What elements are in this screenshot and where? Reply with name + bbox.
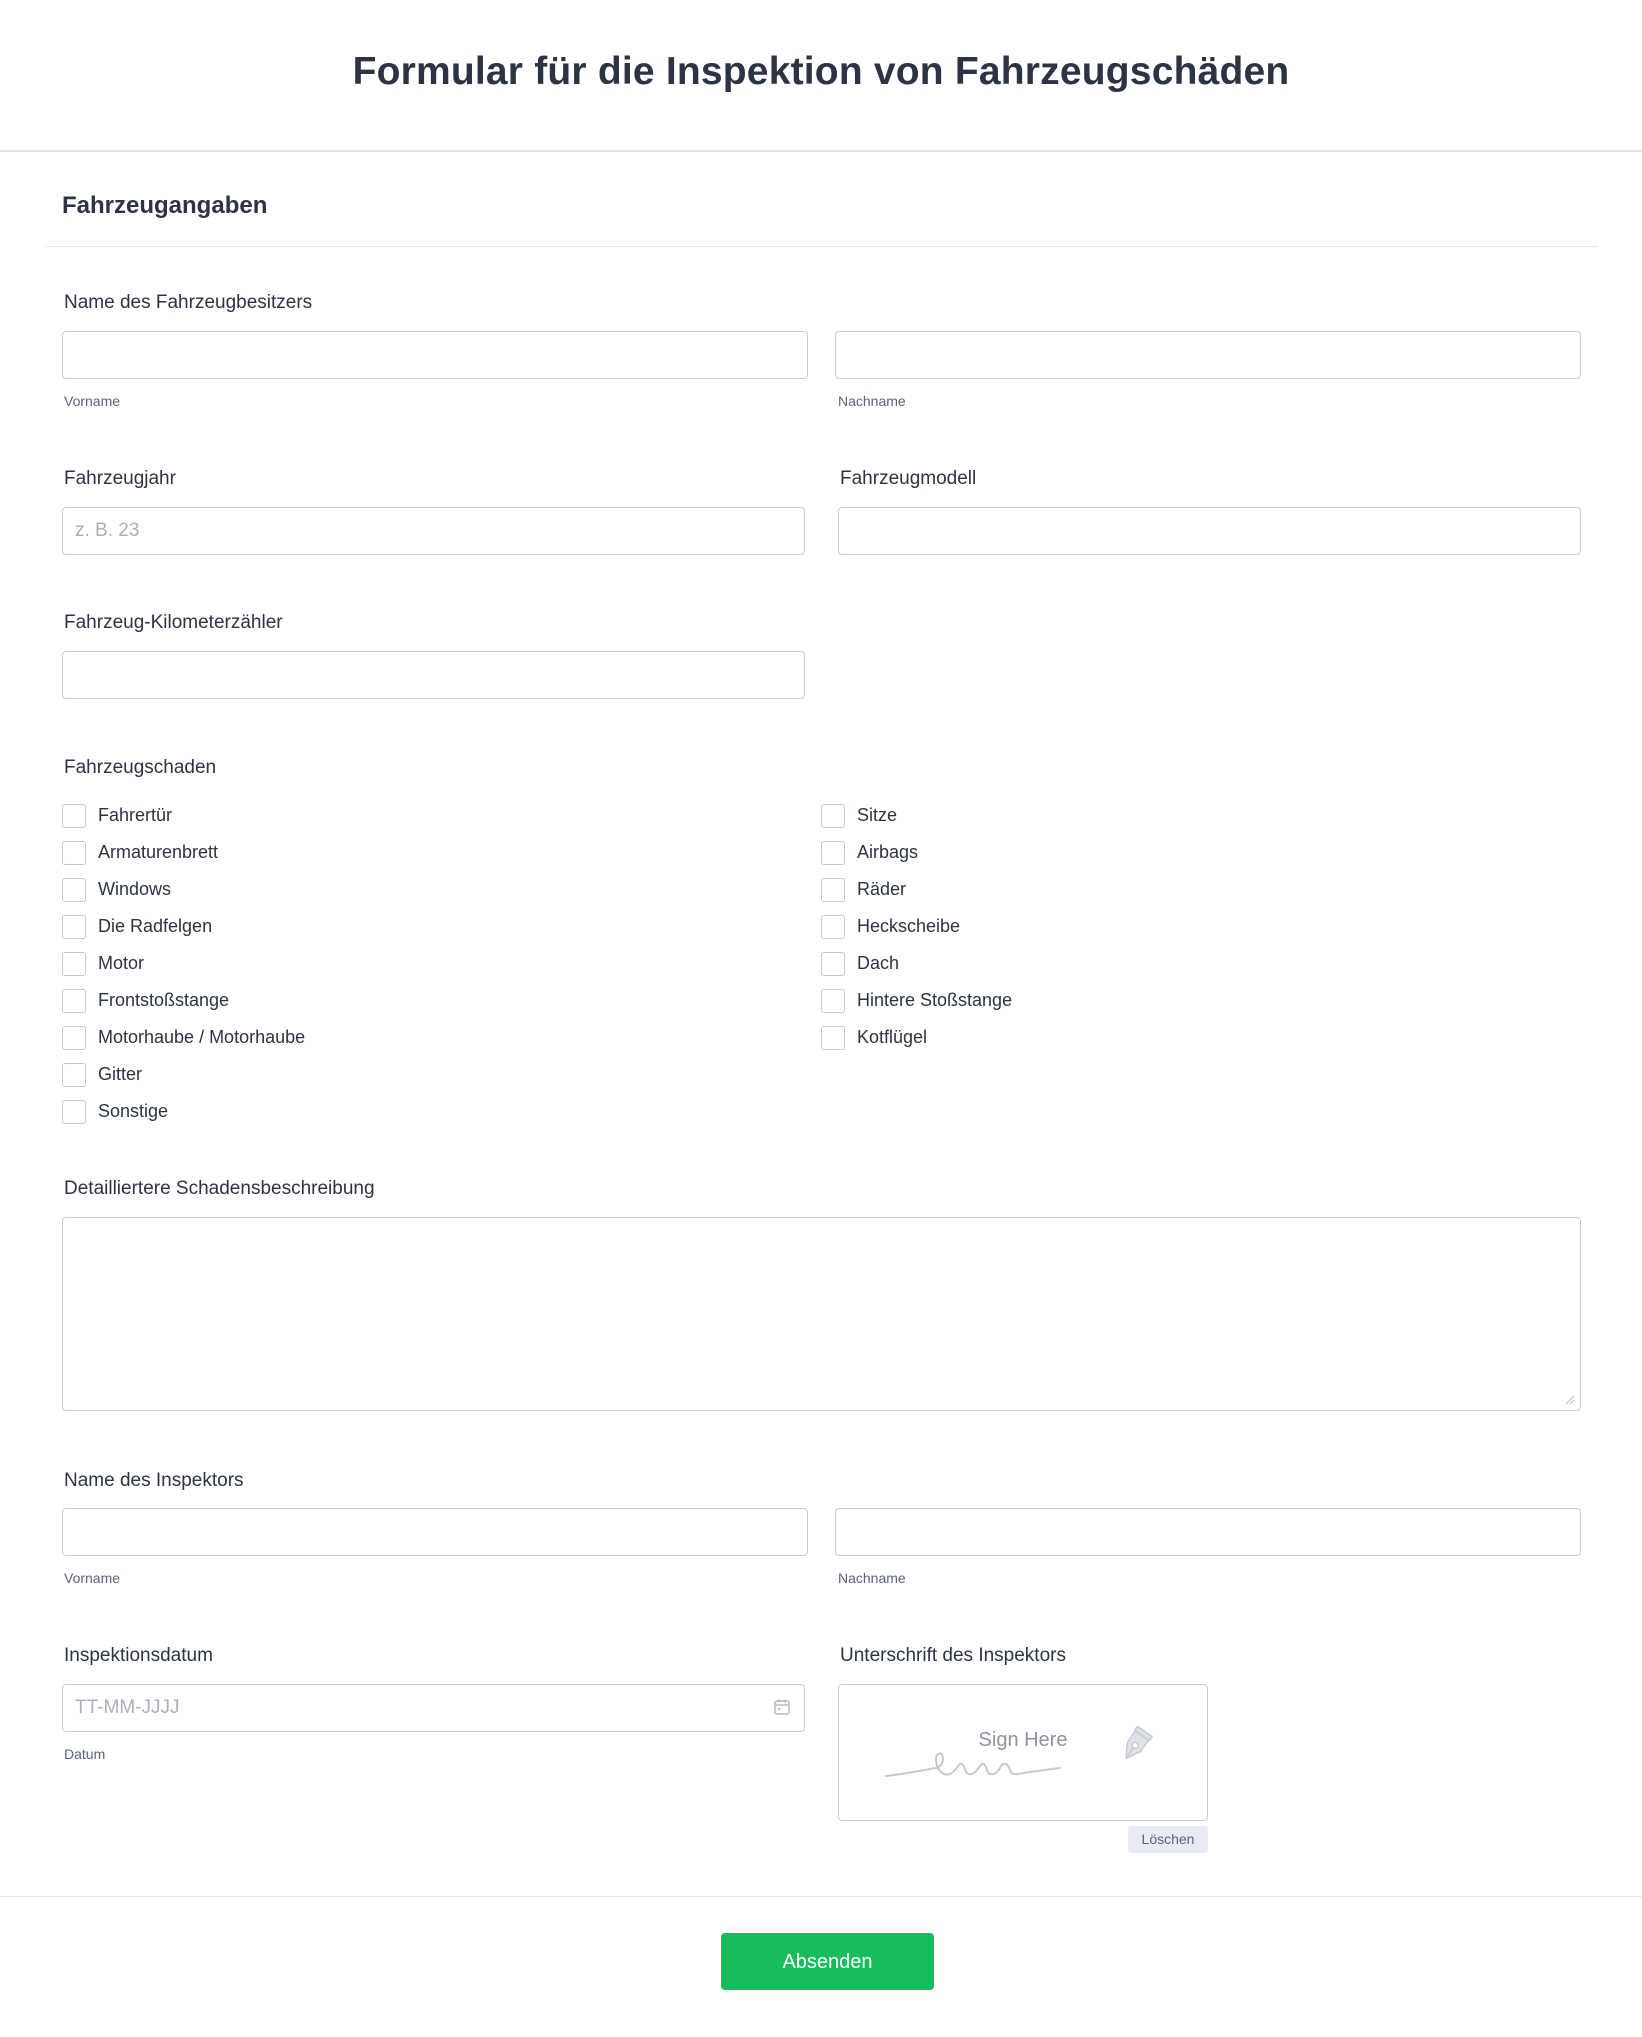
checkbox[interactable] bbox=[821, 804, 845, 828]
form-title: Formular für die Inspektion von Fahrzeugschäden bbox=[352, 50, 1290, 93]
checkbox[interactable] bbox=[62, 952, 86, 976]
damage-option[interactable]: Dach bbox=[821, 945, 1012, 982]
damage-option[interactable]: Hintere Stoßstange bbox=[821, 982, 1012, 1019]
damage-option[interactable]: Heckscheibe bbox=[821, 908, 1012, 945]
owner-first-name-sublabel: Vorname bbox=[64, 393, 121, 409]
checkbox[interactable] bbox=[821, 878, 845, 902]
resize-grip-icon[interactable] bbox=[1565, 1395, 1575, 1405]
clear-signature-button[interactable]: Löschen bbox=[1128, 1826, 1208, 1853]
damage-option[interactable]: Motorhaube / Motorhaube bbox=[62, 1019, 305, 1056]
damage-label: Fahrzeugschaden bbox=[64, 757, 217, 778]
signature-squiggle-icon bbox=[884, 1740, 1084, 1782]
checkbox[interactable] bbox=[62, 915, 86, 939]
footer-divider bbox=[0, 1896, 1642, 1897]
description-textarea[interactable] bbox=[62, 1217, 1581, 1411]
odometer-label: Fahrzeug-Kilometerzähler bbox=[64, 612, 283, 633]
damage-option[interactable]: Motor bbox=[62, 945, 305, 982]
checkbox[interactable] bbox=[821, 1026, 845, 1050]
damage-option[interactable]: Frontstoßstange bbox=[62, 982, 305, 1019]
damage-option[interactable]: Sonstige bbox=[62, 1093, 305, 1130]
damage-option[interactable]: Windows bbox=[62, 871, 305, 908]
damage-options-left bbox=[62, 797, 305, 1130]
pen-nib-icon bbox=[1112, 1725, 1156, 1769]
vehicle-year-input[interactable] bbox=[62, 507, 805, 555]
inspection-date-label: Inspektionsdatum bbox=[64, 1645, 213, 1666]
inspector-first-name-input[interactable] bbox=[62, 1508, 808, 1556]
checkbox[interactable] bbox=[821, 841, 845, 865]
inspector-name-label: Name des Inspektors bbox=[64, 1470, 244, 1491]
damage-option[interactable]: Sitze bbox=[821, 797, 1012, 834]
vehicle-year-label: Fahrzeugjahr bbox=[64, 468, 176, 489]
inspector-last-name-sublabel: Nachname bbox=[838, 1570, 906, 1586]
description-label: Detailliertere Schadensbeschreibung bbox=[64, 1178, 375, 1199]
signature-label: Unterschrift des Inspektors bbox=[840, 1645, 1066, 1666]
damage-option[interactable]: Fahrertür bbox=[62, 797, 305, 834]
checkbox[interactable] bbox=[62, 878, 86, 902]
owner-last-name-sublabel: Nachname bbox=[838, 393, 906, 409]
damage-option[interactable]: Räder bbox=[821, 871, 1012, 908]
submit-button[interactable]: Absenden bbox=[721, 1933, 934, 1990]
damage-option[interactable]: Armaturenbrett bbox=[62, 834, 305, 871]
damage-options-right bbox=[821, 797, 1012, 1056]
owner-last-name-input[interactable] bbox=[835, 331, 1581, 379]
owner-name-label: Name des Fahrzeugbesitzers bbox=[64, 292, 313, 313]
section-title: Fahrzeugangaben bbox=[62, 192, 268, 219]
vehicle-model-input[interactable] bbox=[838, 507, 1581, 555]
damage-option[interactable]: Die Radfelgen bbox=[62, 908, 305, 945]
owner-first-name-input[interactable] bbox=[62, 331, 808, 379]
section-divider bbox=[45, 246, 1598, 247]
checkbox[interactable] bbox=[62, 841, 86, 865]
damage-option[interactable]: Airbags bbox=[821, 834, 1012, 871]
damage-option[interactable]: Gitter bbox=[62, 1056, 305, 1093]
damage-option[interactable]: Kotflügel bbox=[821, 1019, 1012, 1056]
inspection-date-input[interactable] bbox=[62, 1684, 805, 1732]
checkbox[interactable] bbox=[62, 1100, 86, 1124]
checkbox[interactable] bbox=[821, 989, 845, 1013]
inspector-last-name-input[interactable] bbox=[835, 1508, 1581, 1556]
odometer-input[interactable] bbox=[62, 651, 805, 699]
checkbox[interactable] bbox=[62, 804, 86, 828]
checkbox[interactable] bbox=[62, 1026, 86, 1050]
checkbox[interactable] bbox=[821, 952, 845, 976]
vehicle-model-label: Fahrzeugmodell bbox=[840, 468, 977, 489]
checkbox[interactable] bbox=[62, 1063, 86, 1087]
signature-prompt: Sign Here bbox=[978, 1729, 1068, 1751]
inspection-date-sublabel: Datum bbox=[64, 1746, 106, 1762]
checkbox[interactable] bbox=[821, 915, 845, 939]
checkbox[interactable] bbox=[62, 989, 86, 1013]
inspector-first-name-sublabel: Vorname bbox=[64, 1570, 121, 1586]
calendar-icon[interactable] bbox=[773, 1698, 791, 1716]
